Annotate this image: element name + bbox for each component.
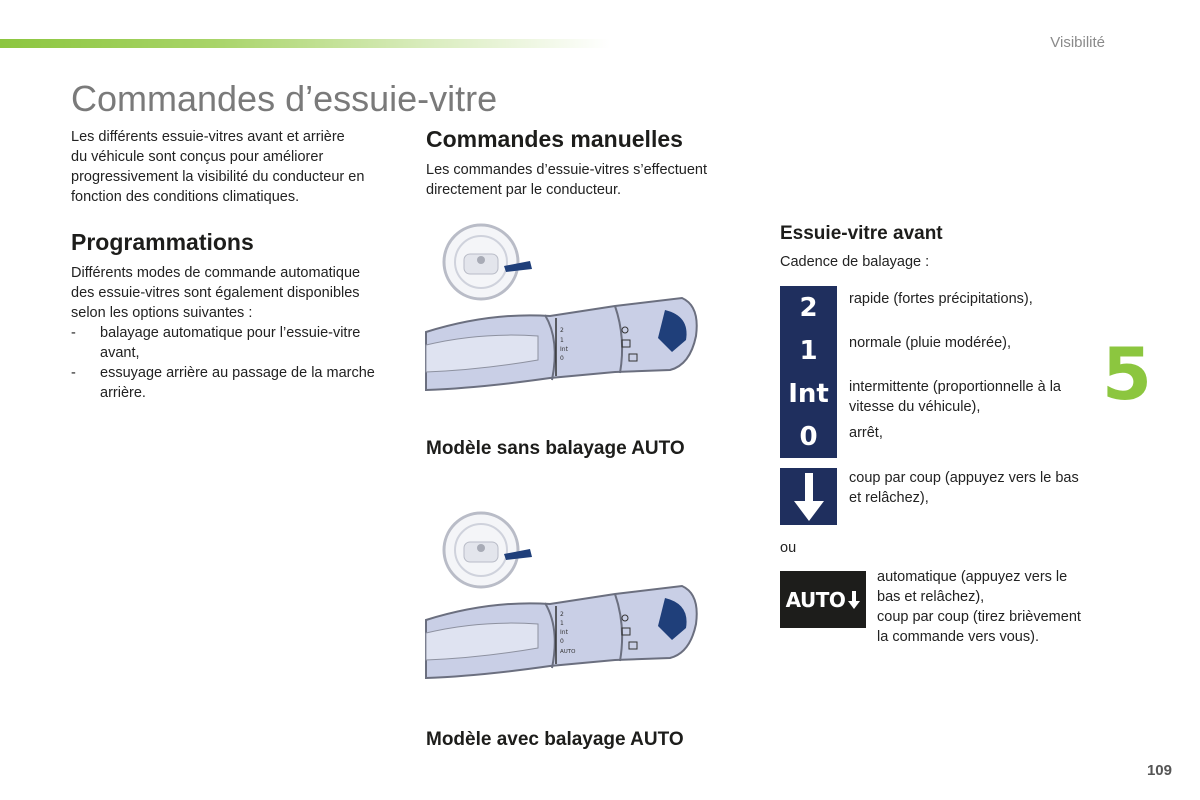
- down-arrow-icon: [848, 591, 860, 609]
- manuelles-text: [426, 160, 746, 200]
- position-0-symbol: 0: [799, 421, 818, 452]
- list-item-line: - balayage automatique pour l’essuie-vitre: [100, 325, 361, 341]
- page-number: 109: [1146, 762, 1172, 779]
- stalk-mark: 1: [560, 337, 564, 344]
- cadence-label: Cadence de balayage :: [780, 254, 930, 270]
- steering-wheel-icon: [444, 513, 518, 587]
- position-1-symbol: 1: [799, 335, 818, 366]
- description-line: coup par coup (tirez brièvement: [877, 609, 1081, 625]
- description-line: bas et relâchez),: [877, 589, 985, 605]
- position-int-description: [849, 377, 1109, 417]
- position-2-description: [849, 289, 1109, 309]
- description-line: automatique (appuyez vers le: [877, 569, 1068, 585]
- stalk-mark: 2: [560, 611, 564, 618]
- manuelles-line: Les commandes d’essuie-vitres s’effectuent: [426, 162, 708, 178]
- intro-paragraph: [71, 127, 401, 207]
- auto-symbol-text: AUTO: [785, 587, 846, 612]
- manuelles-heading: Commandes manuelles: [426, 126, 683, 152]
- stalk-mark: 1: [560, 620, 564, 627]
- section-label: Visibilité: [1050, 34, 1105, 51]
- stalk-mark: AUTO: [560, 649, 576, 655]
- caption-with-auto: Modèle avec balayage AUTO: [426, 729, 684, 750]
- steering-wheel-icon: [444, 225, 518, 299]
- page-title: Commandes d’essuie-vitre: [71, 78, 498, 119]
- position-2-symbol: 2: [799, 292, 818, 323]
- intro-line: Les différents essuie-vitres avant et arrière: [71, 129, 345, 145]
- description-line: vitesse du véhicule),: [849, 399, 981, 415]
- stalk-mark: Int: [560, 346, 568, 353]
- description-line: et relâchez),: [849, 490, 929, 506]
- description-line: rapide (fortes précipitations),: [849, 291, 1033, 307]
- list-item-line: arrière.: [100, 385, 146, 401]
- description-line: la commande vers vous).: [877, 629, 1039, 645]
- position-column: [780, 286, 837, 458]
- list-item: [71, 323, 401, 363]
- intro-line: fonction des conditions climatiques.: [71, 189, 300, 205]
- auto-symbol: [780, 571, 866, 628]
- description-line: arrêt,: [849, 425, 883, 441]
- stalk-mark: 0: [560, 638, 564, 645]
- intro-line: progressivement la visibilité du conducteur en: [71, 169, 365, 185]
- down-arrow-icon: [794, 473, 824, 521]
- wiper-stalk-illustration-auto: [420, 508, 710, 683]
- programmations-line: des essuie-vitres sont également disponibles: [71, 285, 360, 301]
- header-accent-bar: [0, 39, 610, 48]
- or-label: ou: [780, 540, 797, 556]
- stalk-mark: 0: [560, 355, 564, 362]
- description-line: coup par coup (appuyez vers le bas: [849, 470, 1079, 486]
- programmations-line: selon les options suivantes :: [71, 305, 253, 321]
- auto-description: [877, 567, 1117, 647]
- single-wipe-symbol: [780, 468, 837, 525]
- avant-heading: Essuie-vitre avant: [780, 223, 943, 244]
- programmations-heading: Programmations: [71, 229, 254, 255]
- list-item-line: avant,: [100, 345, 140, 361]
- caption-without-auto: Modèle sans balayage AUTO: [426, 438, 685, 459]
- position-0-description: [849, 423, 1109, 443]
- stalk-mark: 2: [560, 327, 564, 334]
- stalk-mark: Int: [560, 629, 568, 636]
- programmations-list: [71, 323, 401, 403]
- list-item-line: - essuyage arrière au passage de la marche: [100, 365, 375, 381]
- intro-line: du véhicule sont conçus pour améliorer: [71, 149, 324, 165]
- wiper-stalk-illustration-standard: [420, 220, 710, 395]
- manuelles-line: directement par le conducteur.: [426, 182, 622, 198]
- chapter-number: 5: [1101, 332, 1152, 416]
- programmations-line: Différents modes de commande automatique: [71, 265, 361, 281]
- description-line: normale (pluie modérée),: [849, 335, 1011, 351]
- single-wipe-description: [849, 468, 1109, 508]
- list-item: [71, 363, 401, 403]
- position-1-description: [849, 333, 1109, 353]
- description-line: intermittente (proportionnelle à la: [849, 379, 1061, 395]
- position-int-symbol: Int: [788, 378, 829, 409]
- programmations-text: [71, 263, 401, 403]
